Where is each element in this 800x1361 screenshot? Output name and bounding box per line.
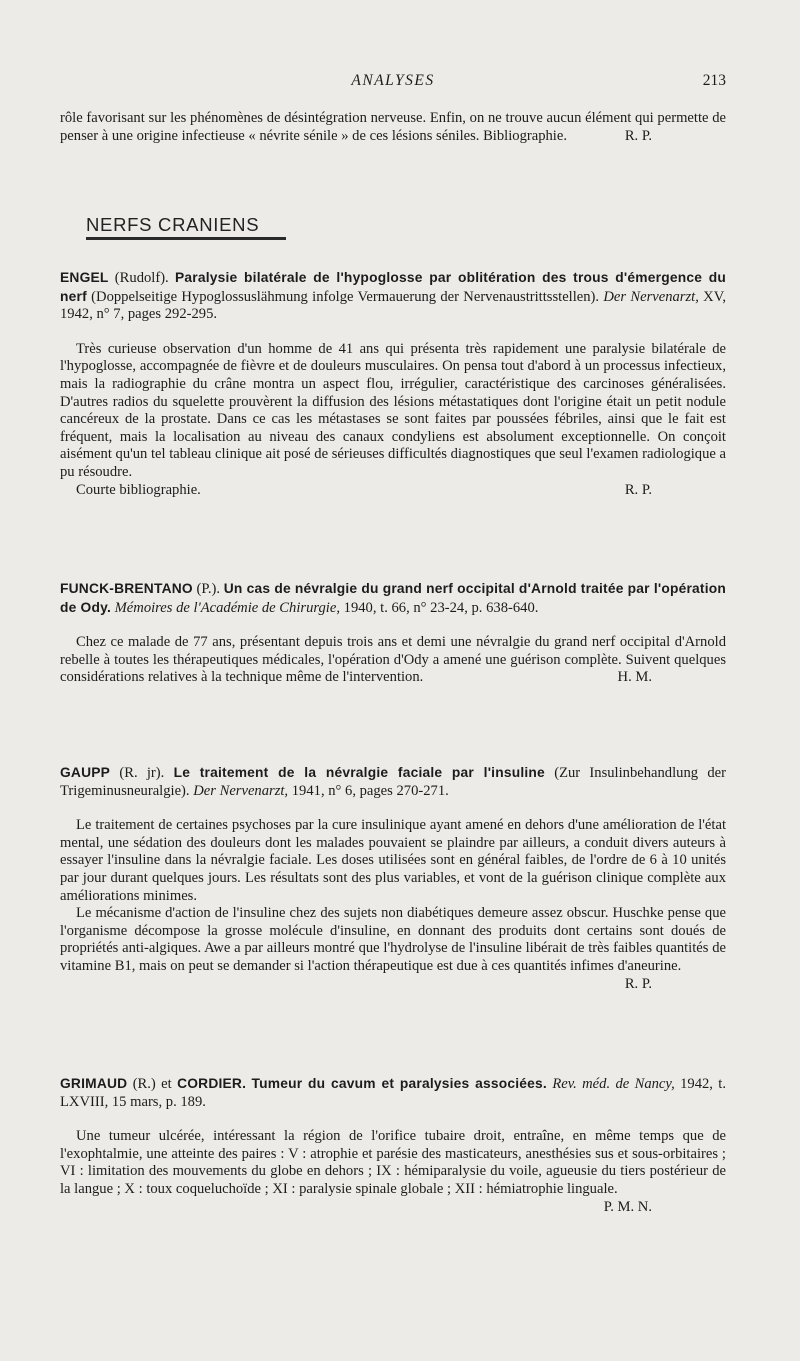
running-title: ANALYSES (351, 72, 435, 89)
article-signature: H. M. (617, 669, 652, 686)
article-signature: P. M. N. (603, 1198, 652, 1215)
article-journal: Der Nervenarzt, (193, 782, 289, 799)
article-title: Tumeur du cavum et paralysies associées. (251, 1076, 547, 1091)
article-grimaud-cordier (60, 1075, 726, 1216)
article-author-2: CORDIER. (177, 1076, 247, 1091)
article-author: FUNCK-BRENTANO (60, 581, 193, 596)
article-signature: R. P. (624, 481, 652, 498)
article-author-first: (Rudolf). (114, 270, 169, 286)
article-engel (60, 269, 726, 499)
article-author: GRIMAUD (60, 1076, 128, 1091)
article-author-first: (R.) et (132, 1076, 172, 1092)
intro-block (60, 110, 726, 145)
running-head (60, 72, 726, 94)
article-closing (60, 482, 726, 500)
article-journal: Der Nervenarzt, (603, 288, 699, 305)
article-header (60, 764, 726, 800)
article-paragraph: Une tumeur ulcérée, intéressant la région de l'orifice tubaire droit, entraîne, en même temps que de l'exophtalmie, une atteinte des paires : V : atrophie et parésie des masticateurs, anesthésies sus et sous-orbitaires ; VI : limitation des mouvements du globe en dehors ; IX : hémiparalysie du voile, agueusie du tiers postérieur de la langue ; X : toux coqueluchoïde ; XI : paralysie spinale globale ; XII : hémiatrophie linguale. (60, 1128, 726, 1197)
article-author: GAUPP (60, 765, 111, 780)
article-author: ENGEL (60, 270, 109, 285)
article-gaupp (60, 764, 726, 993)
article-journal: Rev. méd. de Nancy, (552, 1076, 675, 1092)
article-ref: 1941, n° 6, pages 270-271. (291, 782, 449, 799)
article-header (60, 269, 726, 324)
article-journal: Mémoires de l'Académie de Chirurgie, (114, 599, 340, 616)
article-author-first: (R. jr). (119, 765, 165, 781)
article-paragraph: Le traitement de certaines psychoses par la cure insulinique ayant amené en dehors d'une amélioration de l'état mental, une sédation des douleurs dont les malades pouvaient se plaindre par ailleurs, a conduit divers auteurs à essayer l'insuline dans la névralgie faciale. Les doses utilisées sont en général faibles, de l'ordre de 6 à 10 unités par jour durant quelques jours. Les résultats sont des plus variables, et vont de la guérison clinique complète aux améliorations minimes. (60, 817, 726, 904)
article-signature: R. P. (624, 975, 652, 992)
article-ref: XV, 1942, n° 7, pages 292-295. (60, 288, 727, 323)
section-heading: NERFS CRANIENS (86, 214, 260, 235)
article-author-first: (P.). (196, 581, 221, 597)
article-ref: 1942, t. LXVIII, 15 mars, p. 189. (60, 1076, 727, 1110)
heading-rule (86, 237, 286, 240)
article-paragraph: Très curieuse observation d'un homme de 41 ans qui présenta très rapidement une paralysie bilatérale de l'hypoglosse, accompagnée de fièvre et de douleurs musculaires. On pensa tout d'abord à un processus infectieux, mais la radiographie du crâne montra un aspect flou, irrégulier, caractéristique des carcinoses généralisées. D'autres radios du squelette prouvèrent la diffusion des lésions métastatiques dont l'origine était un petit nodule cancéreux de la prostate. Dans ce cas les métastases se sont faites par poussées fébriles, ainsi que le fait est fréquent, mais la localisation au niveau des canaux condyliens est absolument exceptionnelle. On conçoit aisément qu'un tel tableau clinique ait posé de sérieuses difficultés diagnostiques que seul l'examen radiologique a pu résoudre. (60, 340, 726, 480)
article-closing-text: Courte bibliographie. (76, 481, 201, 498)
intro-text (60, 110, 726, 145)
article-paragraph (60, 634, 726, 687)
article-funck-brentano (60, 580, 726, 687)
article-subtitle: (Zur Insulinbehandlung der Trigeminusneuralgie). (60, 765, 726, 799)
article-header (60, 580, 726, 617)
article-title: Le traitement de la névralgie faciale par l'insuline (173, 765, 545, 780)
article-ref: 1940, t. 66, n° 23-24, p. 638-640. (343, 599, 539, 616)
intro-body: rôle favorisant sur les phénomènes de désintégration nerveuse. Enfin, on ne trouve aucun élément qui permette de penser à une origine infectieuse « névrite sénile » de ces lésions séniles. Bibliographie. (60, 110, 726, 144)
article-paragraph (60, 905, 726, 992)
article-title: Un cas de névralgie du grand nerf occipital d'Arnold traitée par l'opération de Ody. (60, 581, 726, 615)
page-number: 213 (702, 72, 726, 89)
article-header (60, 1075, 726, 1111)
article-paragraph-text: Chez ce malade de 77 ans, présentant depuis trois ans et demi une névralgie du grand nerf occipital d'Arnold rebelle à toutes les thérapeutiques médicales, l'opération d'Ody a amené une guérison complète. Suivent quelques considérations relatives à la technique même de l'intervention. (60, 634, 726, 686)
article-paragraph-text: Le mécanisme d'action de l'insuline chez des sujets non diabétiques demeure assez obscur. Huschke pense que l'organisme décompose la grosse molécule d'insuline, en donnant des produits dont certains sont doués de propriétés anti-algiques. Awe a par ailleurs montré que l'hydrolyse de l'insuline libérait de très faibles quantités de vitamine B1, mais on peut se demander si l'action thérapeutique est due à ces quantités infimes d'aneurine. (60, 905, 726, 974)
article-subtitle: (Doppelseitige Hypoglossuslähmung infolge Vermauerung der Nervenaustrittsstellen). (91, 288, 600, 305)
article-title: Paralysie bilatérale de l'hypoglosse par oblitération des trous d'émergence du nerf (60, 270, 726, 304)
intro-signature: R. P. (624, 127, 652, 144)
